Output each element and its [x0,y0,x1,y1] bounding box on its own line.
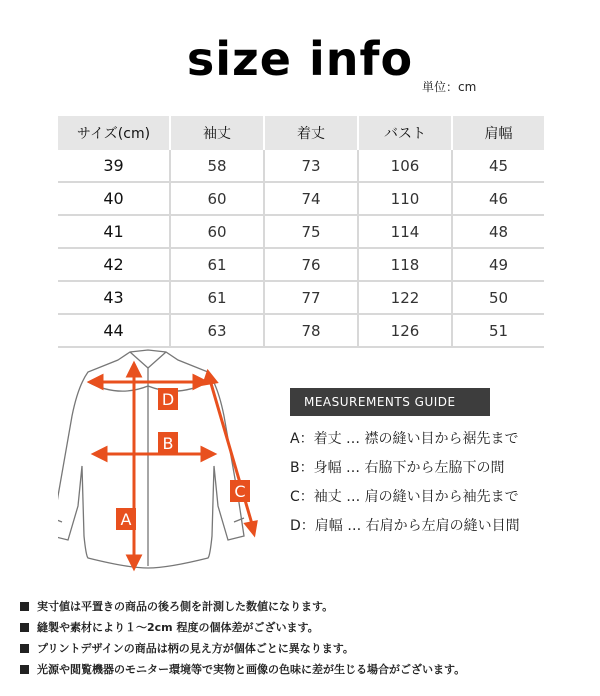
table-cell: 46 [452,182,544,215]
shirt-measurement-diagram [58,346,278,582]
table-cell: 60 [170,215,264,248]
note-text: 縫製や素材により１～2cm 程度の個体差がございます。 [37,621,319,634]
table-cell: 58 [170,150,264,182]
table-cell: 78 [264,314,358,347]
header-shoulder: 肩幅 [452,116,544,150]
square-bullet-icon [20,644,29,653]
table-cell: 50 [452,281,544,314]
svg-text:A: A [120,510,132,529]
table-cell: 73 [264,150,358,182]
guide-item-a: A：着丈 … 襟の縫い目から裾先まで [290,431,519,447]
table-cell: 63 [170,314,264,347]
note-item [20,596,465,617]
size-table [58,116,544,348]
measurements-guide-heading: MEASUREMENTS GUIDE [290,388,490,416]
header-sleeve: 袖丈 [170,116,264,150]
table-row [58,248,544,281]
note-item [20,659,465,680]
table-cell: 43 [58,281,170,314]
table-row [58,182,544,215]
table-cell: 61 [170,248,264,281]
table-cell: 126 [358,314,452,347]
table-cell: 118 [358,248,452,281]
table-cell: 110 [358,182,452,215]
guide-item-d: D：肩幅 … 右肩から左肩の縫い目間 [290,518,520,534]
table-row [58,314,544,347]
table-cell: 75 [264,215,358,248]
square-bullet-icon [20,623,29,632]
page-title: size info [186,32,414,86]
table-cell: 74 [264,182,358,215]
table-row [58,150,544,182]
guide-item-c: C：袖丈 … 肩の縫い目から袖先まで [290,489,519,505]
table-row [58,281,544,314]
table-cell: 49 [452,248,544,281]
table-cell: 41 [58,215,170,248]
note-text: プリントデザインの商品は柄の見え方が個体ごとに異なります。 [37,642,354,655]
table-cell: 51 [452,314,544,347]
header-bust: バスト [358,116,452,150]
svg-text:C: C [234,482,246,501]
table-cell: 61 [170,281,264,314]
table-cell: 77 [264,281,358,314]
svg-text:B: B [162,434,174,453]
guide-item-b: B：身幅 … 右脇下から左脇下の間 [290,460,505,476]
table-cell: 44 [58,314,170,347]
measurement-label-c [230,480,250,502]
square-bullet-icon [20,602,29,611]
table-cell: 76 [264,248,358,281]
table-cell: 40 [58,182,170,215]
square-bullet-icon [20,665,29,674]
note-text: 光源や閲覧機器のモニター環境等で実物と画像の色味に差が生じる場合がございます。 [37,663,466,676]
unit-label: 単位：cm [422,80,477,94]
table-cell: 39 [58,150,170,182]
header-size: サイズ(cm) [58,116,170,150]
table-cell: 114 [358,215,452,248]
table-cell: 45 [452,150,544,182]
notes-list [20,596,465,680]
note-item [20,617,465,638]
note-text: 実寸値は平置きの商品の後ろ側を計測した数値になります。 [37,600,334,613]
svg-text:D: D [161,390,175,409]
note-item [20,638,465,659]
measurement-label-b [158,432,178,454]
measurement-label-a [116,508,136,530]
table-header-row [58,116,544,150]
table-cell: 42 [58,248,170,281]
table-cell: 60 [170,182,264,215]
table-cell: 106 [358,150,452,182]
header-length: 着丈 [264,116,358,150]
measurement-label-d [158,388,178,410]
table-cell: 48 [452,215,544,248]
table-cell: 122 [358,281,452,314]
table-row [58,215,544,248]
